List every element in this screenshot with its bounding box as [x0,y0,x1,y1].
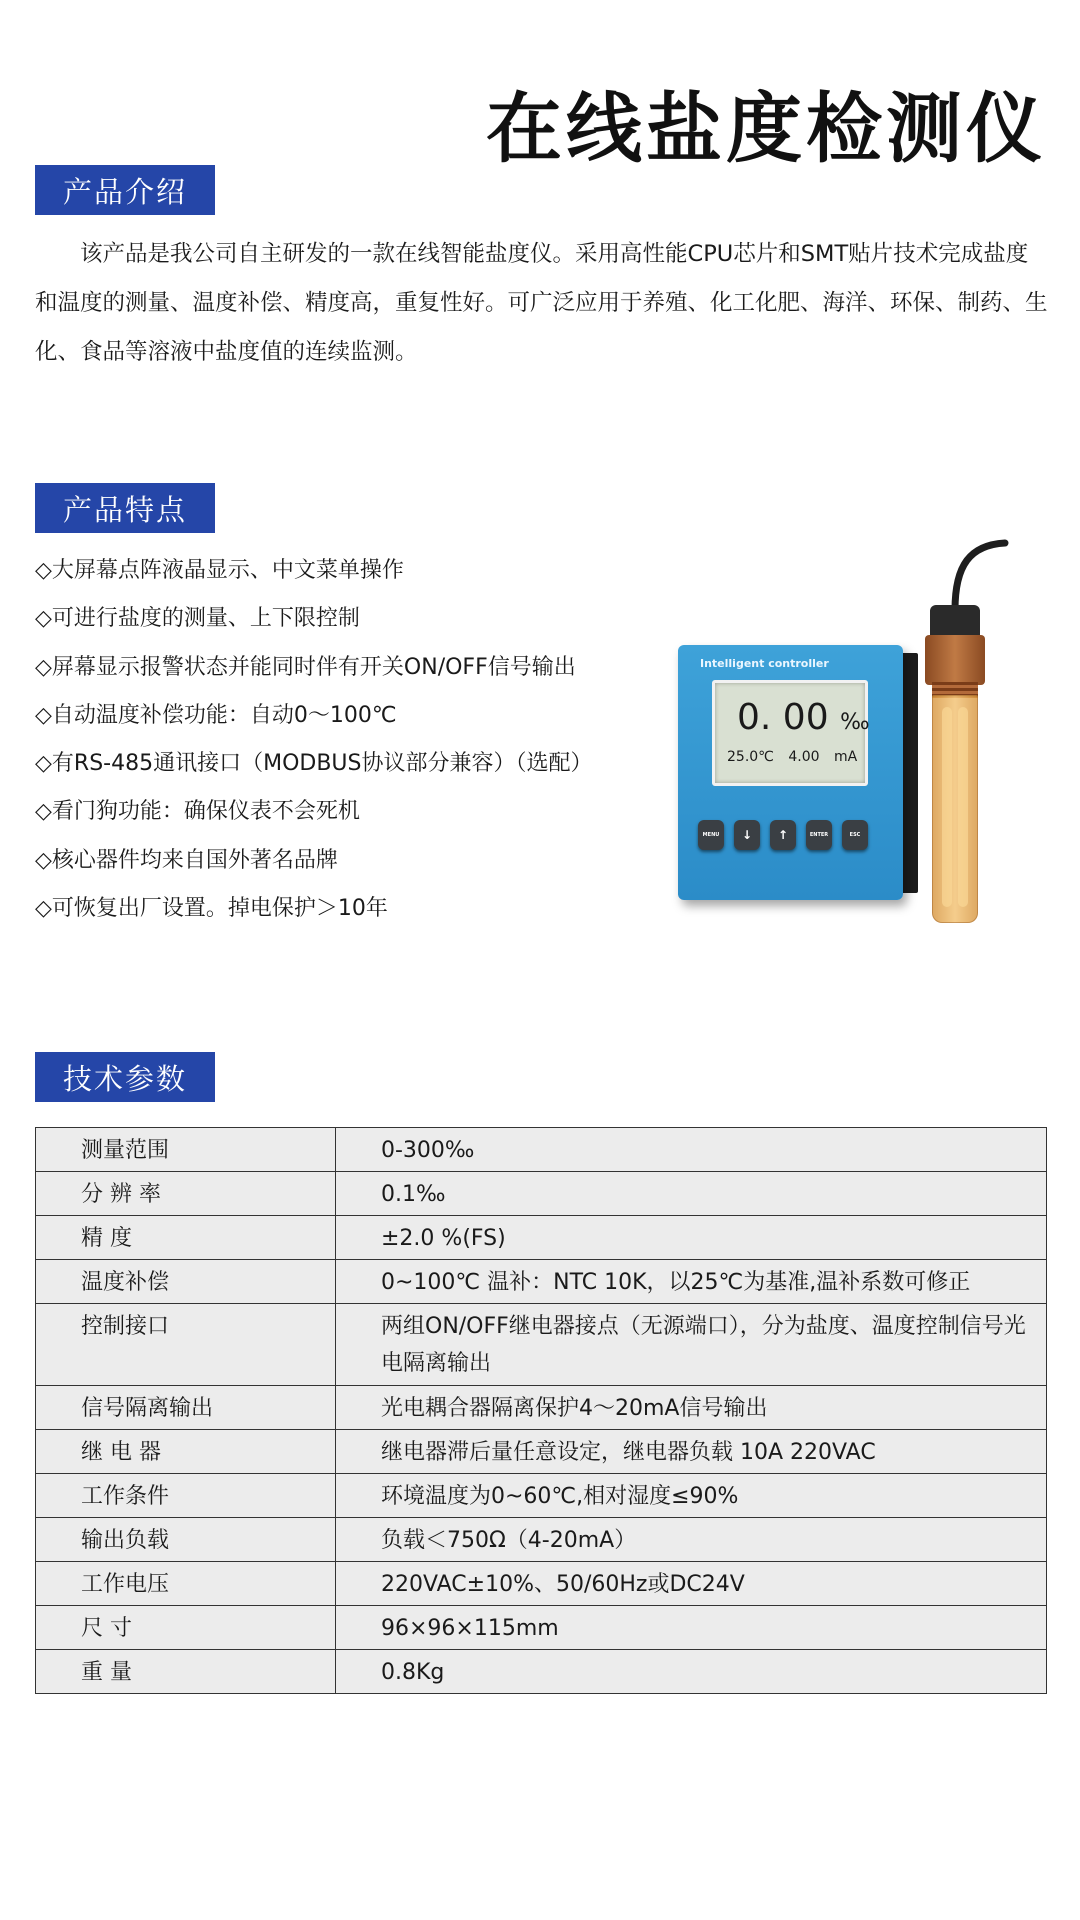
table-row [36,1172,1047,1216]
table-row [36,1606,1047,1650]
spec-key: 温度补偿 [36,1260,336,1304]
enter-key: ENTER [806,820,832,850]
feature-item: ◇屏幕显示报警状态并能同时伴有开关ON/OFF信号输出 [35,654,576,680]
table-row [36,1430,1047,1474]
table-row [36,1304,1047,1386]
spec-key: 重 量 [36,1650,336,1694]
up-key: ↑ [770,820,796,850]
esc-key: ESC [842,820,868,850]
table-row [36,1562,1047,1606]
spec-key: 工作电压 [36,1562,336,1606]
spec-key: 继 电 器 [36,1430,336,1474]
lcd-subline [727,749,857,765]
controller-brand-label: Intelligent controller [700,657,829,670]
lcd-temperature: 25.0℃ [727,749,774,765]
spec-value: 96×96×115mm [336,1606,1047,1650]
intro-paragraph: 该产品是我公司自主研发的一款在线智能盐度仪。采用高性能CPU芯片和SMT贴片技术完成盐度和温度的测量、温度补偿、精度高，重复性好。可广泛应用于养殖、化工化肥、海洋、环保、制药、生化、食品等溶液中盐度值的连续监测。 [35,241,1048,365]
feature-item: ◇可恢复出厂设置。掉电保护＞10年 [35,896,388,922]
spec-value: 环境温度为0~60℃,相对湿度≤90% [336,1474,1047,1518]
controller-panel [678,645,903,900]
table-row [36,1386,1047,1430]
feature-item: ◇自动温度补偿功能：自动0～100℃ [35,702,397,728]
spec-value: 0~100℃ 温补：NTC 10K，以25℃为基准,温补系数可修正 [336,1260,1047,1304]
spec-key: 尺 寸 [36,1606,336,1650]
menu-key: MENU [698,820,724,850]
lcd-reading-unit: ‰ [840,710,870,735]
table-row [36,1518,1047,1562]
spec-table [35,1127,1047,1694]
spec-value: 负载＜750Ω（4-20mA） [336,1518,1047,1562]
down-key: ↓ [734,820,760,850]
table-row [36,1474,1047,1518]
probe-mounting-nut [925,635,985,685]
spec-value: 220VAC±10%、50/60Hz或DC24V [336,1562,1047,1606]
feature-item: ◇可进行盐度的测量、上下限控制 [35,606,360,632]
feature-item: ◇核心器件均来自国外著名品牌 [35,847,338,873]
feature-list [35,547,593,933]
lcd-screen [712,680,868,786]
lcd-current: 4.00 mA [788,749,858,765]
page-title: 在线盐度检测仪 [486,84,1046,173]
section-header-features: 产品特点 [35,483,215,533]
probe-body [932,695,978,923]
spec-value: 0.8Kg [336,1650,1047,1694]
spec-key: 工作条件 [36,1474,336,1518]
probe-electrode [942,707,952,907]
section-header-specs: 技术参数 [35,1052,215,1102]
spec-key: 精 度 [36,1216,336,1260]
spec-key: 测量范围 [36,1128,336,1172]
lcd-reading [737,697,870,738]
lcd-reading-value: 0. 00 [737,697,829,738]
spec-key: 分 辨 率 [36,1172,336,1216]
spec-key: 控制接口 [36,1304,336,1386]
probe-electrode [958,707,968,907]
table-row [36,1216,1047,1260]
spec-key: 输出负载 [36,1518,336,1562]
spec-value: 光电耦合器隔离保护4～20mA信号输出 [336,1386,1047,1430]
spec-key: 信号隔离输出 [36,1386,336,1430]
spec-value: 继电器滞后量任意设定，继电器负载 10A 220VAC [336,1430,1047,1474]
table-row [36,1260,1047,1304]
feature-item: ◇看门狗功能：确保仪表不会死机 [35,799,360,825]
feature-item: ◇有RS-485通讯接口（MODBUS协议部分兼容）（选配） [35,751,593,777]
product-image [670,535,1050,935]
spec-value: 0.1‰ [336,1172,1047,1216]
spec-value: 0-300‰ [336,1128,1047,1172]
spec-value: 两组ON/OFF继电器接点（无源端口），分为盐度、温度控制信号光电隔离输出 [336,1304,1047,1386]
probe-cable [670,535,1050,645]
spec-value: ±2.0 %(FS) [336,1216,1047,1260]
section-header-intro: 产品介绍 [35,165,215,215]
table-row [36,1650,1047,1694]
feature-item: ◇大屏幕点阵液晶显示、中文菜单操作 [35,558,404,583]
table-row [36,1128,1047,1172]
controller-keypad [698,820,868,850]
